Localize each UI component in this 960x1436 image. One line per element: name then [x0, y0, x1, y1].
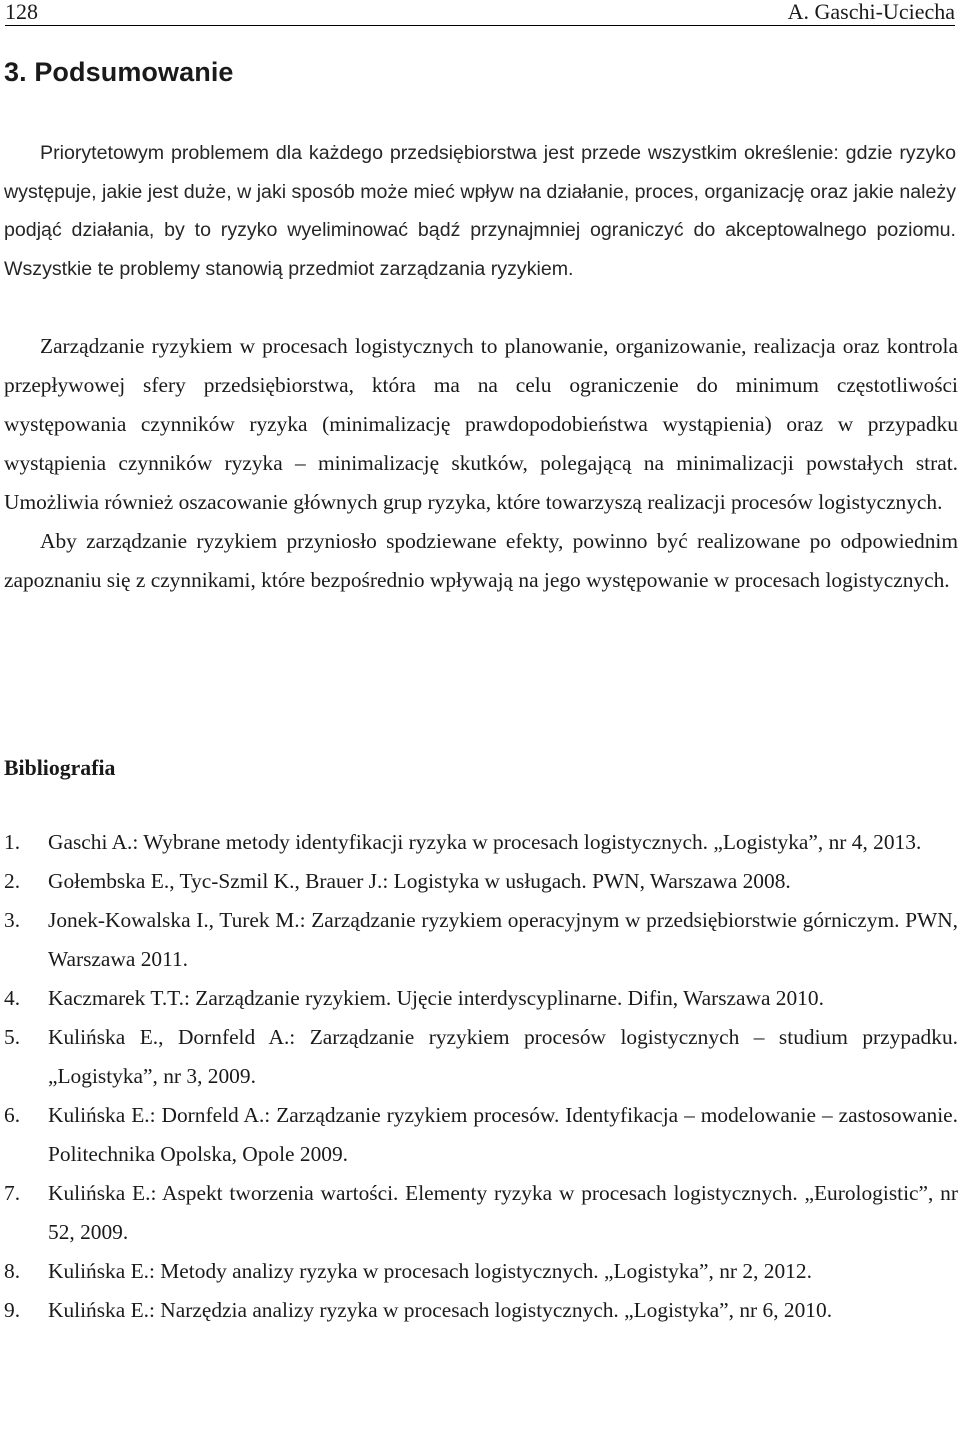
entry-number: 9. [4, 1298, 21, 1322]
entry-number: 3. [4, 908, 21, 932]
section-title: 3. Podsumowanie [4, 57, 234, 87]
bibliography-entry [4, 901, 958, 979]
bibliography-entry [4, 1018, 958, 1096]
bibliography-entry [4, 1291, 958, 1330]
body-paragraph-conclusion: Aby zarządzanie ryzykiem przyniosło spodziewane efekty, powinno być realizowane po odpowiednim zapoznaniu się z czynnikami, które bezpośrednio wpływają na jego występowanie w procesach logistycznych. [4, 529, 958, 592]
page-number: 128 [5, 0, 38, 24]
bibliography-entry [4, 1252, 958, 1291]
summary-paragraph: Priorytetowym problemem dla każdego przedsiębiorstwa jest przede wszystkim określenie: gdzie ryzyko występuje, jakie jest duże, w jaki sposób może mieć wpływ na działanie, proces, organizację oraz jakie należy podjąć działania, by to ryzyko wyeliminować bądź przynajmniej ograniczyć do akceptowalnego poziomu. Wszystkie te problemy stanowią przedmiot zarządzania ryzykiem. [4, 142, 956, 280]
entry-text: Kulińska E.: Metody analizy ryzyka w procesach logistycznych. „Logistyka”, nr 2, 2012. [48, 1259, 812, 1283]
bibliography-entry [4, 823, 958, 862]
entry-number: 4. [4, 986, 21, 1010]
body-paragraph-risk-management: Zarządzanie ryzykiem w procesach logistycznych to planowanie, organizowanie, realizacja oraz kontrola przepływowej sfery przedsiębiorstwa, która ma na celu ograniczenie do minimum częstotliwości występowania czynników ryzyka (minimalizację prawdopodobieństwa wystąpienia) oraz w przypadku wystąpienia czynników ryzyka – minimalizację skutków, polegającą na minimalizacji powstałych strat. Umożliwia również oszacowanie głównych grup ryzyka, które towarzyszą realizacji procesów logistycznych. [4, 334, 958, 514]
entry-number: 1. [4, 830, 21, 854]
entry-text: Jonek-Kowalska I., Turek M.: Zarządzanie ryzykiem operacyjnym w przedsiębiorstwie górniczym. PWN, Warszawa 2011. [48, 908, 958, 971]
entry-text: Kulińska E., Dornfeld A.: Zarządzanie ryzykiem procesów logistycznych – studium przypadku. „Logistyka”, nr 3, 2009. [48, 1025, 958, 1088]
entry-text: Gołembska E., Tyc-Szmil K., Brauer J.: Logistyka w usługach. PWN, Warszawa 2008. [48, 869, 791, 893]
entry-text: Gaschi A.: Wybrane metody identyfikacji ryzyka w procesach logistycznych. „Logistyka”, nr 4, 2013. [48, 830, 922, 854]
running-author: A. Gaschi-Uciecha [787, 0, 955, 24]
entry-number: 6. [4, 1103, 21, 1127]
entry-number: 5. [4, 1025, 21, 1049]
entry-number: 8. [4, 1259, 21, 1283]
bibliography-heading: Bibliografia [4, 756, 116, 780]
bibliography-list [4, 823, 958, 1330]
entry-text: Kulińska E.: Aspekt tworzenia wartości. Elementy ryzyka w procesach logistycznych. „Eurologistic”, nr 52, 2009. [48, 1181, 958, 1244]
running-header [5, 0, 955, 28]
bibliography-entry [4, 862, 958, 901]
header-rule [5, 25, 955, 26]
entry-number: 7. [4, 1181, 21, 1205]
bibliography-entry [4, 979, 958, 1018]
bibliography-entry [4, 1174, 958, 1252]
summary-block [4, 134, 956, 288]
entry-number: 2. [4, 869, 21, 893]
entry-text: Kulińska E.: Narzędzia analizy ryzyka w procesach logistycznych. „Logistyka”, nr 6, 2010. [48, 1298, 833, 1322]
entry-text: Kaczmarek T.T.: Zarządzanie ryzykiem. Ujęcie interdyscyplinarne. Difin, Warszawa 2010. [48, 986, 824, 1010]
body-text [4, 327, 958, 600]
entry-text: Kulińska E.: Dornfeld A.: Zarządzanie ryzykiem procesów. Identyfikacja – modelowanie – zastosowanie. Politechnika Opolska, Opole 2009. [48, 1103, 958, 1166]
bibliography-entry [4, 1096, 958, 1174]
